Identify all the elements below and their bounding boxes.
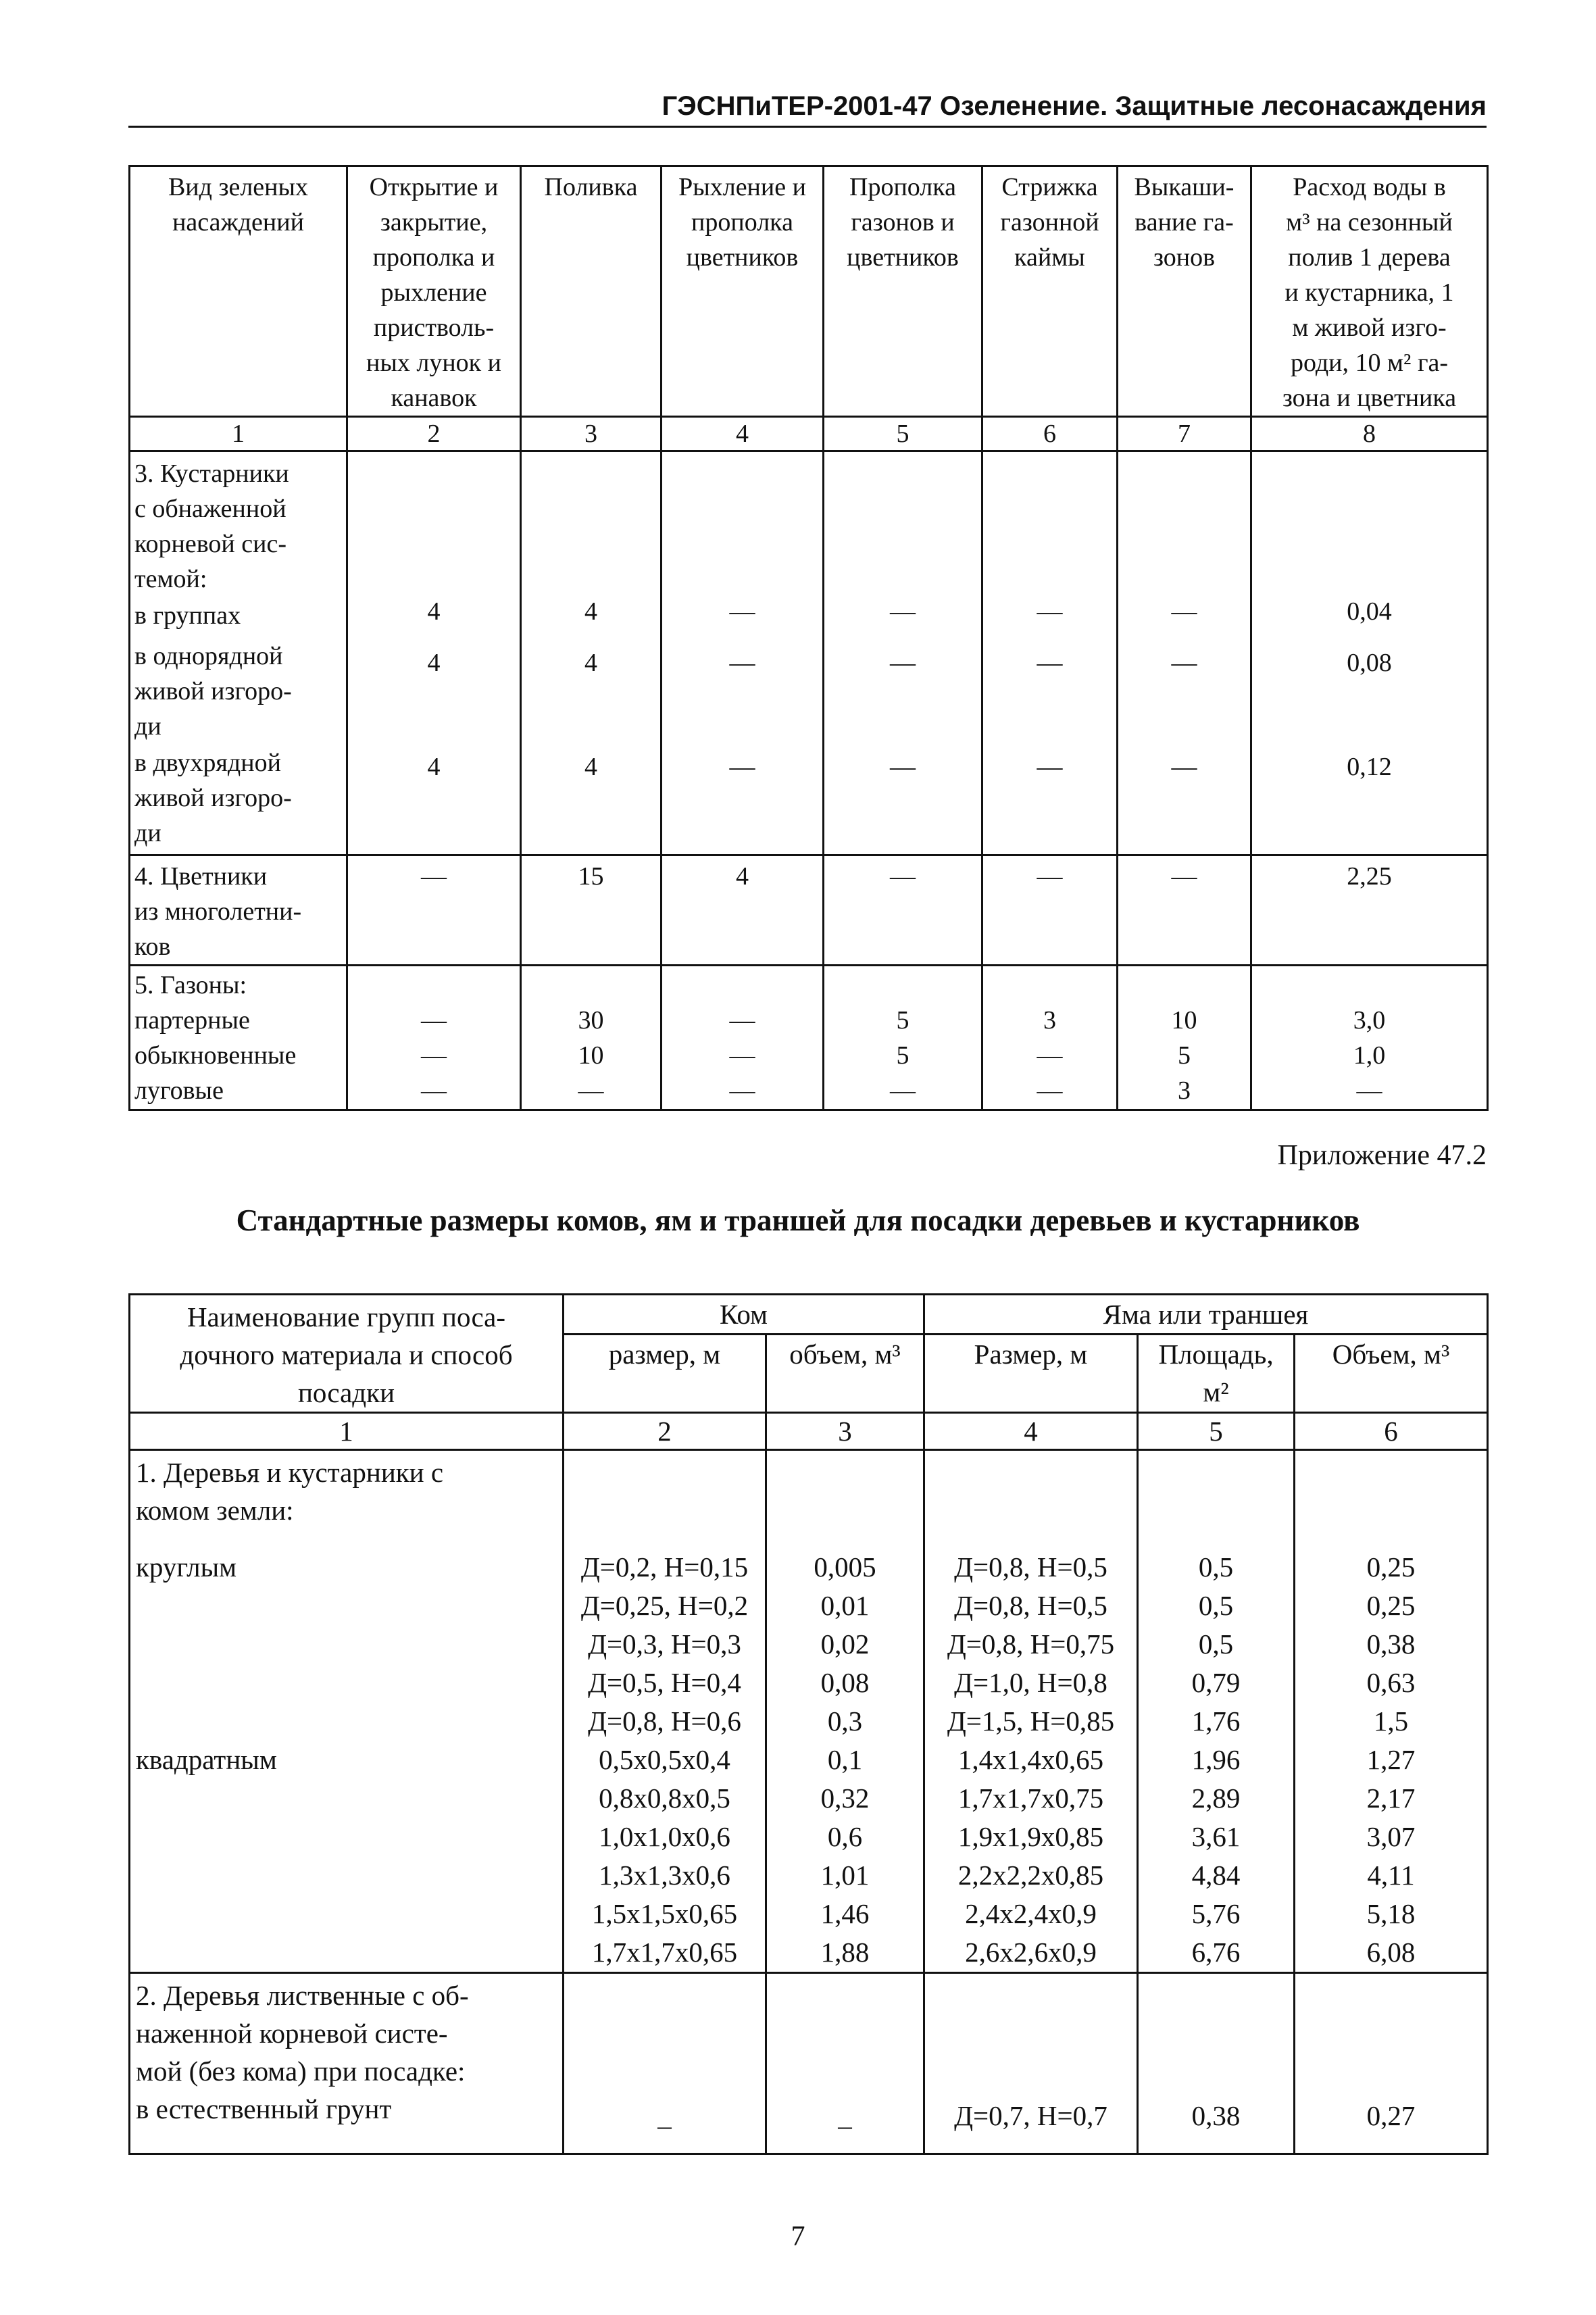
table-cell-value: 1,3x1,3x0,6 (599, 1860, 730, 1891)
group5-col: 3 — — (982, 966, 1118, 1110)
text-line: газонной (1000, 208, 1099, 237)
table-cell-value: Д=0,5, Н=0,4 (588, 1667, 741, 1698)
table-cell: _ (766, 1973, 924, 2154)
text-line: наженной корневой систе- (136, 2018, 448, 2049)
text-line: комом земли: (136, 1495, 294, 1526)
col-number: 5 (1138, 1413, 1295, 1450)
table1-header-row (130, 166, 1488, 417)
group5-names: 5. Газоны: партерные обыкновенные луговые (130, 966, 347, 1110)
text-line: 2. Деревья лиственные с об- (136, 1980, 469, 2011)
table-cell-value: 3,61 (1191, 1821, 1241, 1852)
table-cell-value: Д=0,2, Н=0,15 (580, 1551, 749, 1583)
table-cell: — (1118, 855, 1251, 966)
table-cell-value: 4,84 (1191, 1860, 1241, 1891)
sub-pit-area (1138, 1335, 1295, 1413)
table-cell: Д=0,7, Н=0,7 (924, 1973, 1138, 2154)
col-number: 7 (1118, 417, 1251, 451)
table-cell-value: Д=0,8, Н=0,5 (954, 1590, 1107, 1621)
table2-group1-row (130, 1450, 1488, 1973)
table-cell-value: 2,89 (1191, 1783, 1241, 1814)
table-cell-value: 0,01 (820, 1590, 870, 1621)
text-line: газонов и (851, 208, 955, 237)
text-line: цветников (847, 243, 959, 272)
table-cell-value: 0,25 (1366, 1590, 1416, 1621)
text-line: Наименование групп поса- (186, 1301, 506, 1333)
table-cell: 0,27 (1295, 1973, 1488, 2154)
group3-col: — — — (662, 451, 824, 855)
table-cell-value: 1,5 (1373, 1706, 1409, 1737)
group5-col: 3,0 1,0 — (1251, 966, 1488, 1110)
table-cell-value: 0,38 (1366, 1628, 1416, 1660)
text-line: Открытие и (369, 173, 499, 201)
table1-group4-row (130, 855, 1488, 966)
text-line: прополка и (372, 243, 495, 272)
text-line: Расход воды в (1293, 173, 1446, 201)
table-cell-value: 2,2x2,2x0,85 (957, 1860, 1104, 1891)
text-line: мой (без кома) при посадке: (136, 2056, 466, 2087)
text-line: посадки (297, 1377, 395, 1408)
text-line: Прополка (849, 173, 956, 201)
col-number: 6 (982, 417, 1118, 451)
text-line: 4. Цветники (134, 862, 268, 891)
table-cell-value: 0,02 (820, 1628, 870, 1660)
text-line: Стрижка (1001, 173, 1098, 201)
table-cell: 0,38 (1138, 1973, 1295, 2154)
table-cell-value: 0,5 (1198, 1551, 1234, 1583)
sub-kom-size: размер, м (564, 1335, 766, 1413)
text-line: в однорядной (134, 642, 283, 670)
table-cell-value: 0,5 (1198, 1590, 1234, 1621)
table1-header-cell (982, 166, 1118, 417)
group3-col: 4 4 4 (347, 451, 521, 855)
table1-header-cell (824, 166, 982, 417)
table-cell-value: Д=0,8, Н=0,75 (947, 1628, 1115, 1660)
table1-header-cell (662, 166, 824, 417)
table-cell-value: 2,4x2,4x0,9 (965, 1898, 1097, 1929)
col-number: 6 (1295, 1413, 1488, 1450)
table-cell-value: 1,96 (1191, 1744, 1241, 1775)
table-cell-value: 0,6 (827, 1821, 863, 1852)
group3-col: — — — (982, 451, 1118, 855)
text-line: Выкаши- (1134, 173, 1235, 201)
pit-sizes-table (128, 1293, 1489, 2155)
table-cell-value: 2,6x2,6x0,9 (965, 1937, 1097, 1968)
group2-names (130, 1973, 564, 2154)
text-line: в группах (134, 601, 241, 630)
col-number: 1 (130, 1413, 564, 1450)
text-line: цветников (686, 243, 799, 272)
text-line: канавок (391, 384, 477, 412)
table-cell-value: 0,79 (1191, 1667, 1241, 1698)
table-cell-value: 0,1 (827, 1744, 863, 1775)
col-number: 5 (824, 417, 982, 451)
col-number: 2 (347, 417, 521, 451)
table-cell-value: Д=0,25, Н=0,2 (580, 1590, 749, 1621)
text-line: насаждений (172, 208, 304, 237)
pit-area-col (1138, 1450, 1295, 1973)
table-cell-value: 1,4x1,4x0,65 (957, 1744, 1104, 1775)
group5-col: 30 10 — (521, 966, 662, 1110)
group4-name (130, 855, 347, 966)
table-cell-value: Д=1,0, Н=0,8 (954, 1667, 1107, 1698)
table-cell-value: 1,5x1,5x0,65 (591, 1898, 738, 1929)
sub-pit-volume: Объем, м³ (1295, 1335, 1488, 1413)
text-line: с обнаженной (134, 495, 286, 523)
table-cell-value: 1,76 (1191, 1706, 1241, 1737)
table-cell-value: 0,25 (1366, 1551, 1416, 1583)
text-line: ди (134, 819, 161, 847)
table-cell-value: 1,7x1,7x0,75 (957, 1783, 1104, 1814)
text-line: роди, 10 м² га- (1290, 349, 1449, 377)
text-line: Площадь, (1158, 1339, 1274, 1370)
table1-group3-row (130, 451, 1488, 855)
pit-size-col (924, 1450, 1138, 1973)
watering-table (128, 165, 1489, 1111)
table-cell-value: 1,46 (820, 1898, 870, 1929)
table-cell-value: 1,27 (1366, 1744, 1416, 1775)
text-line: зонов (1153, 243, 1216, 272)
table-cell-value: Д=0,3, Н=0,3 (588, 1628, 741, 1660)
col-number: 3 (521, 417, 662, 451)
text-line: и кустарника, 1 (1285, 278, 1454, 307)
table-cell: _ (564, 1973, 766, 2154)
group1-names: 1. Деревья и кустарники с комом земли: круглым квадратным (130, 1450, 564, 1973)
table-cell-value: 0,005 (814, 1551, 876, 1583)
table-cell-value: 4,11 (1367, 1860, 1415, 1891)
table1-group5-row (130, 966, 1488, 1110)
group5-col: — — — (347, 966, 521, 1110)
text-line: каймы (1014, 243, 1085, 272)
col-number: 3 (766, 1413, 924, 1450)
text-line: пристволь- (373, 314, 495, 342)
group5-col: 10 5 3 (1118, 966, 1251, 1110)
text-line: м живой изго- (1292, 314, 1447, 342)
table-cell-value: 6,76 (1191, 1937, 1241, 1968)
table1-header-cell (1118, 166, 1251, 417)
sub-pit-size: Размер, м (924, 1335, 1138, 1413)
table-cell-value: 0,3 (827, 1706, 863, 1737)
table2-header-name (130, 1295, 564, 1413)
table-cell-value: 0,5x0,5x0,4 (599, 1744, 730, 1775)
text-line: рыхление (380, 278, 487, 307)
table-cell-value: 3,07 (1366, 1821, 1416, 1852)
appendix-label: Приложение 47.2 (1277, 1140, 1487, 1171)
table-cell-value: 1,0x1,0x0,6 (599, 1821, 730, 1852)
table2-header-pit: Яма или траншея (924, 1295, 1488, 1335)
table-cell-value: 1,88 (820, 1937, 870, 1968)
col-number: 2 (564, 1413, 766, 1450)
text-line: дочного материала и способ (180, 1339, 513, 1370)
text-line: 3. Кустарники (134, 459, 289, 488)
table1-header-cell (130, 166, 347, 417)
page-number: 7 (791, 2221, 805, 2252)
group3-col: 0,04 0,08 0,12 (1251, 451, 1488, 855)
sub-kom-volume: объем, м³ (766, 1335, 924, 1413)
text-line: Поливка (544, 173, 638, 201)
table2-column-numbers (130, 1413, 1488, 1450)
text-line: ных лунок и (366, 349, 501, 377)
table-cell-value: 2,17 (1366, 1783, 1416, 1814)
group3-col: 4 4 4 (521, 451, 662, 855)
kom-size-col (564, 1450, 766, 1973)
table-cell-value: 0,8x0,8x0,5 (599, 1783, 730, 1814)
table-cell-value: 0,32 (820, 1783, 870, 1814)
table-cell-value: 1,7x1,7x0,65 (591, 1937, 738, 1968)
table-cell-value: 0,63 (1366, 1667, 1416, 1698)
text-line: 1. Деревья и кустарники с (136, 1457, 444, 1488)
text-line: закрытие, (380, 208, 488, 237)
text-line: ди (134, 712, 161, 741)
running-header: ГЭСНПиТЕР-2001-47 Озеленение. Защитные лесонасаждения (128, 86, 1487, 128)
col-number: 8 (1251, 417, 1488, 451)
table1-header-cell (347, 166, 521, 417)
text-line: живой изгоро- (134, 784, 292, 812)
table1-column-numbers (130, 417, 1488, 451)
table-cell: — (982, 855, 1118, 966)
table-cell-value: 6,08 (1366, 1937, 1416, 1968)
group5-col: — — — (662, 966, 824, 1110)
text-line: м³ на сезонный (1286, 208, 1453, 237)
col-number: 4 (924, 1413, 1138, 1450)
col-number: 1 (130, 417, 347, 451)
table-cell: 15 (521, 855, 662, 966)
text-line: вание га- (1134, 208, 1234, 237)
table-cell-value: 5,76 (1191, 1898, 1241, 1929)
group3-col: — — — (1118, 451, 1251, 855)
text-line: корневой сис- (134, 530, 286, 558)
table-cell-value: Д=0,8, Н=0,6 (588, 1706, 741, 1737)
table-cell-value: Д=1,5, Н=0,85 (947, 1706, 1115, 1737)
text-line: в естественный грунт (136, 2093, 392, 2124)
group3-names (130, 451, 347, 855)
table1-header-cell (521, 166, 662, 417)
table-cell-value: Д=0,8, Н=0,5 (954, 1551, 1107, 1583)
col-number: 4 (662, 417, 824, 451)
text-line: м² (1203, 1376, 1229, 1408)
text-line: темой: (134, 565, 207, 593)
group3-col: — — — (824, 451, 982, 855)
table2-header-kom: Ком (564, 1295, 924, 1335)
kom-volume-col (766, 1450, 924, 1973)
table-cell: — (824, 855, 982, 966)
text-line: зона и цветника (1282, 384, 1457, 412)
table-cell-value: 1,01 (820, 1860, 870, 1891)
table1-header-cell (1251, 166, 1488, 417)
table-cell-value: 0,08 (820, 1667, 870, 1698)
table-cell: 4 (662, 855, 824, 966)
text-line: Вид зеленых (168, 173, 309, 201)
text-line: ков (134, 932, 171, 961)
table-cell: — (347, 855, 521, 966)
text-line: Рыхление и (678, 173, 806, 201)
text-line: в двухрядной (134, 749, 281, 777)
table2-title: Стандартные размеры комов, ям и траншей для посадки деревьев и кустарников (236, 1203, 1360, 1237)
text-line: живой изгоро- (134, 677, 292, 705)
group5-col: 5 5 — (824, 966, 982, 1110)
table2-header-row (130, 1295, 1488, 1335)
table-cell: 2,25 (1251, 855, 1488, 966)
text-line: прополка (691, 208, 793, 237)
table-cell-value: 0,5 (1198, 1628, 1234, 1660)
pit-volume-col (1295, 1450, 1488, 1973)
table2-group2-row (130, 1973, 1488, 2154)
text-line: из многолетни- (134, 897, 302, 926)
text-line: полив 1 дерева (1288, 243, 1451, 272)
table-cell-value: 5,18 (1366, 1898, 1416, 1929)
table-cell-value: 1,9x1,9x0,85 (957, 1821, 1104, 1852)
